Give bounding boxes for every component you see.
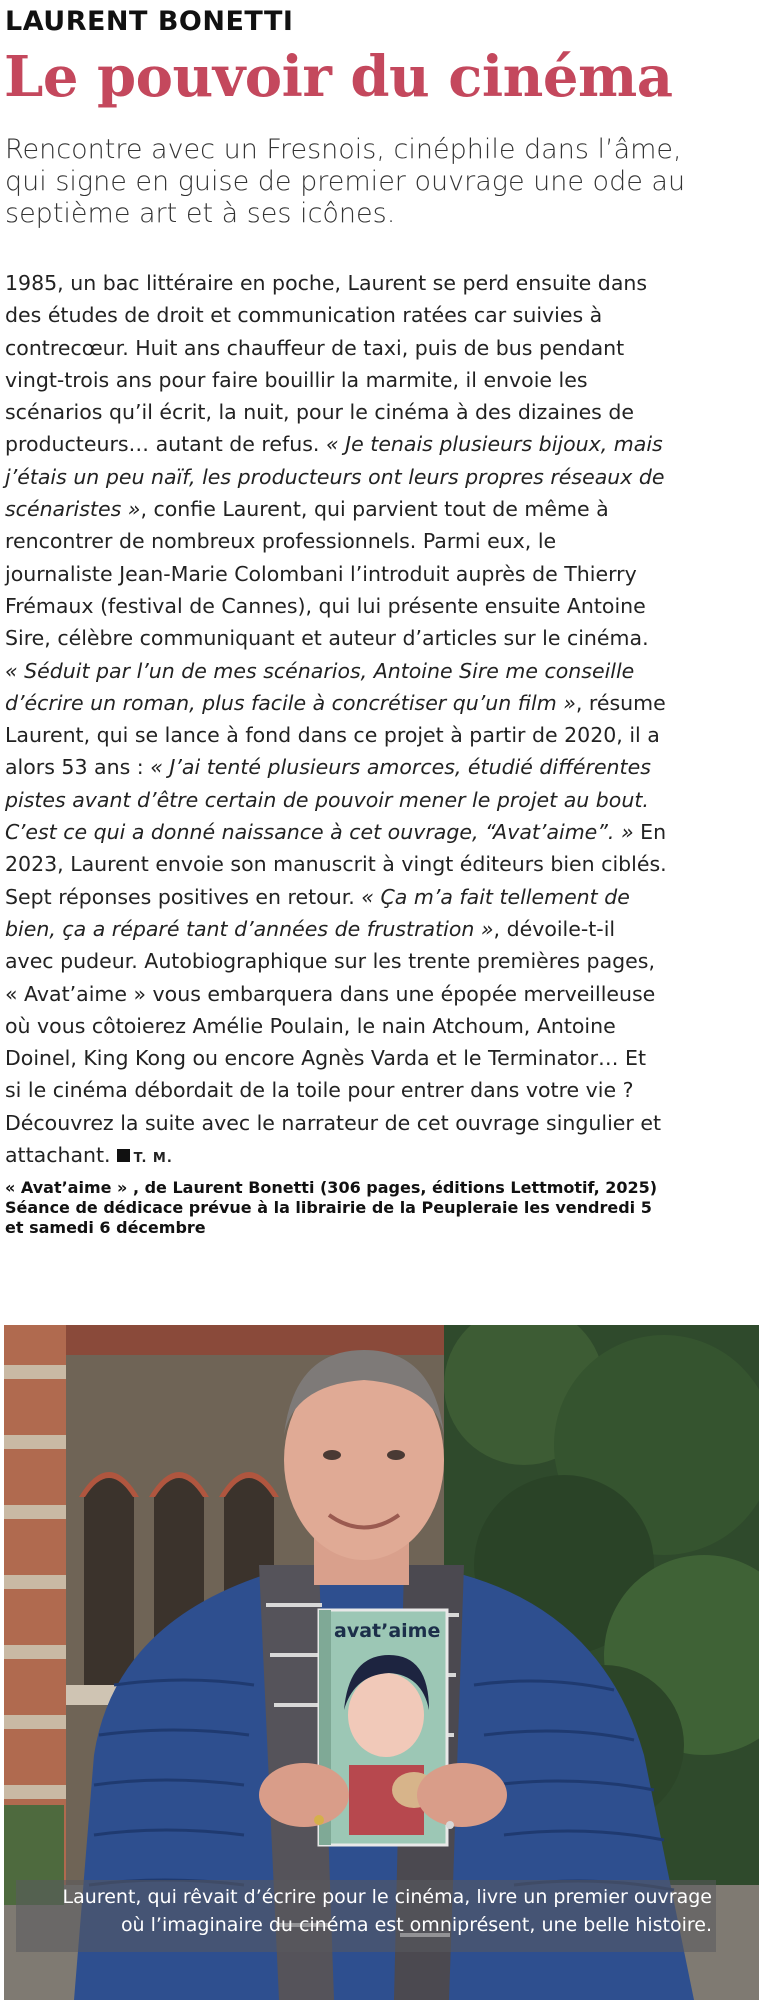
body-text: En 2023, Laurent envoie son manuscrit à vingt éditeurs bien ciblés. Sept réponses positives en retour. — [5, 820, 667, 909]
book-title: avat’aime — [334, 1620, 441, 1642]
body-text: , résume Laurent, qui se lance à fond dans ce projet à partir de 2020, il a alors 53 ans : — [5, 690, 666, 780]
author-signature: T. M. — [133, 1151, 173, 1167]
body-quote: « Ça m’a fait tellement de bien, ça a réparé tant d’années de frustration » — [5, 884, 630, 941]
article-title: Le pouvoir du cinéma — [4, 44, 673, 110]
caption-line: Laurent, qui rêvait d’écrire pour le cinéma, livre un premier ouvrage — [62, 1886, 712, 1908]
credits-line: et samedi 6 décembre — [5, 1218, 206, 1237]
book-credits — [5, 1178, 705, 1238]
body-quote: « Séduit par l’un de mes scénarios, Antoine Sire me conseille d’écrire un roman, plus facile à concrétiser qu’un film » — [5, 658, 635, 715]
credits-line: Séance de dédicace prévue à la librairie de la Peupleraie les vendredi 5 — [5, 1198, 652, 1217]
end-mark-icon — [117, 1149, 130, 1162]
body-quote: « Je tenais plusieurs bijoux, mais j’étais un peu naïf, les producteurs ont leurs propres réseaux de scénaristes » — [5, 432, 665, 522]
kicker: LAURENT BONETTI — [5, 6, 294, 37]
lead-paragraph: Rencontre avec un Fresnois, cinéphile dans l’âme, qui signe en guise de premier ouvrage une ode au septième art et à ses icônes. — [5, 134, 686, 229]
credits-line: « Avat’aime » , de Laurent Bonetti (306 pages, éditions Lettmotif, 2025) — [5, 1178, 658, 1197]
body-text: , confie Laurent, qui parvient tout de même à rencontrer de nombreux professionnels. Parmi eux, le journaliste Jean-Marie Colombani l’introduit auprès de Thierry Frémaux (festival de Cannes), qui lui présente ensuite Antoine Sire, célèbre communiquant et auteur d’articles sur le cinéma. — [5, 497, 649, 651]
body-quote: « J’ai tenté plusieurs amorces, étudié différentes pistes avant d’être certain de pouvoir mener le projet au bout. C’est ce qui a donné naissance à cet ouvrage, “Avat’aime”. » — [5, 755, 651, 845]
photo-caption — [16, 1883, 712, 1939]
body-text: 1985, un bac littéraire en poche, Laurent se perd ensuite dans des études de droit et communication ratées car suivies à contrecœur. Huit ans chauffeur de taxi, puis de bus pendant vingt-trois ans pour faire bouillir la marmite, il envoie les scénarios qu’il écrit, la nuit, pour le cinéma à des dizaines de producteurs… autant de refus. — [5, 271, 648, 457]
body-text: , dévoile-t-il avec pudeur. Autobiographique sur les trente premières pages, « Avat’aime » vous embarquera dans une épopée merveilleuse où vous côtoierez Amélie Poulain, le nain Atchoum, Antoine Doinel, King Kong ou encore Agnès Varda et le Terminator… Et si le cinéma débordait de la toile pour entrer dans votre vie ? Découvrez la suite avec le narrateur de cet ouvrage singulier et attachant. — [5, 916, 661, 1168]
article-body — [5, 267, 667, 1175]
caption-line: où l’imaginaire du cinéma est omniprésent, une belle histoire. — [120, 1914, 712, 1936]
